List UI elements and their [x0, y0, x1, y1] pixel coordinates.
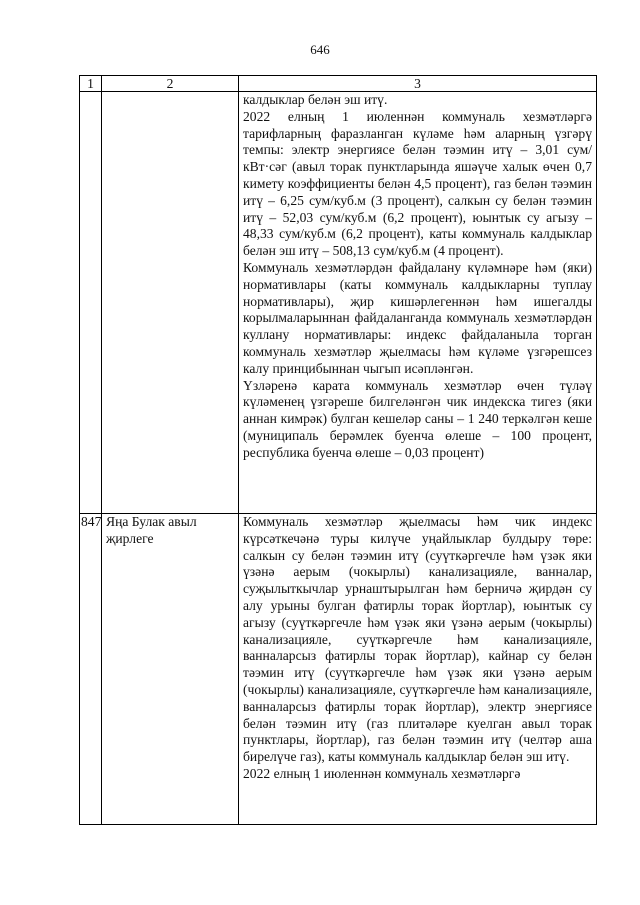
table-row	[80, 92, 597, 514]
settlement-name	[102, 92, 239, 514]
table-header-row	[80, 76, 597, 92]
header-col-3: 3	[239, 76, 597, 92]
header-col-1: 1	[80, 76, 102, 92]
paragraph: Коммуналь хезмәтләрдән файдалану күләмнәре һәм (яки) нормативлары (каты коммуналь калдыкларны туплау нормативлары), җир кишәрлегеннән һәм ишегалды корылмаларыннан файдаланганда коммуналь хезмәтләрдән куллану нормативлары: индекс файдаланыла торган коммуналь хезмәтләр җыелмасы һәм күләме үзгәрешсез калу принцибыннан чыгып исәпләнгән.	[243, 259, 592, 376]
row-number	[80, 92, 102, 514]
settlement-name: Яңа Булак авыл җирлеге	[102, 514, 239, 825]
paragraph: Үзләренә карата коммуналь хезмәтләр өчен түләү күләменең үзгәреше билгеләнгән чик индекска тигез (яки аннан кимрәк) булган кешеләр саны – 1 240 теркәлгән кеше (муниципаль берәмлек буенча өлеше – 100 процент, республика буенча өлеше – 0,03 процент)	[243, 377, 592, 460]
table-row	[80, 514, 597, 825]
header-col-2: 2	[102, 76, 239, 92]
tariff-table	[79, 75, 597, 825]
row-number: 847	[80, 514, 102, 825]
description-cell	[239, 92, 597, 514]
paragraph: 2022 елның 1 июленнән коммуналь хезмәтләргә тарифларның фаразланган күләме һәм аларның үзгәрү темпы: электр энергиясе белән тәэмин итү – 3,01 сум/кВт·сәг (авыл торак пунктларында яшәүче халык өчен 0,7 кимету коэффициенты белән 4,5 процент), газ белән тәэмин итү – 6,25 сум/куб.м (3 процент), салкын су белән тәэмин итү – 52,03 сум/куб.м (6,2 процент), юынтык су агызу – 48,33 сум/куб.м (6,2 процент), каты коммуналь калдыклар белән эш итү – 508,13 сум/куб.м (4 процент).	[243, 108, 592, 259]
paragraph: калдыклар белән эш итү.	[243, 92, 388, 107]
paragraph: 2022 елның 1 июленнән коммуналь хезмәтләргә	[243, 765, 521, 781]
page-number: 646	[310, 42, 330, 57]
paragraph: Коммуналь хезмәтләр җыелмасы һәм чик индекс күрсәткечәнә туры килүче уңайлыклар булдыру төре: салкын су белән тәэмин итү (суүткәргечле һәм үзәк яки үзәнә аерым (чокырлы) канализацияле, ванналар, суҗылыткычлар урнаштырылган һәм берничә җирдән су алу урыны булган фатирлы торак йортлар), юынтык су агызу (суүткәргечле һәм үзәк яки үзәнә аерым (чокырлы) канализацияле, суүткәргечле һәм канализацияле, ванналарсыз фатирлы торак йортлар), кайнар су белән тәэмин итү (суүткәргечле һәм үзәк яки үзәнә аерым (чокырлы) канализацияле, суүткәргечле һәм канализацияле, ванналарсыз фатирлы торак йортлар), электр энергиясе белән тәэмин итү (газ плитәләре куелган авыл торак пунктлары, йортлар), газ белән тәэмин итү (челтәр аша бирелүче газ), каты коммуналь калдыклар белән эш итү.	[243, 514, 592, 765]
description-cell	[239, 514, 597, 825]
